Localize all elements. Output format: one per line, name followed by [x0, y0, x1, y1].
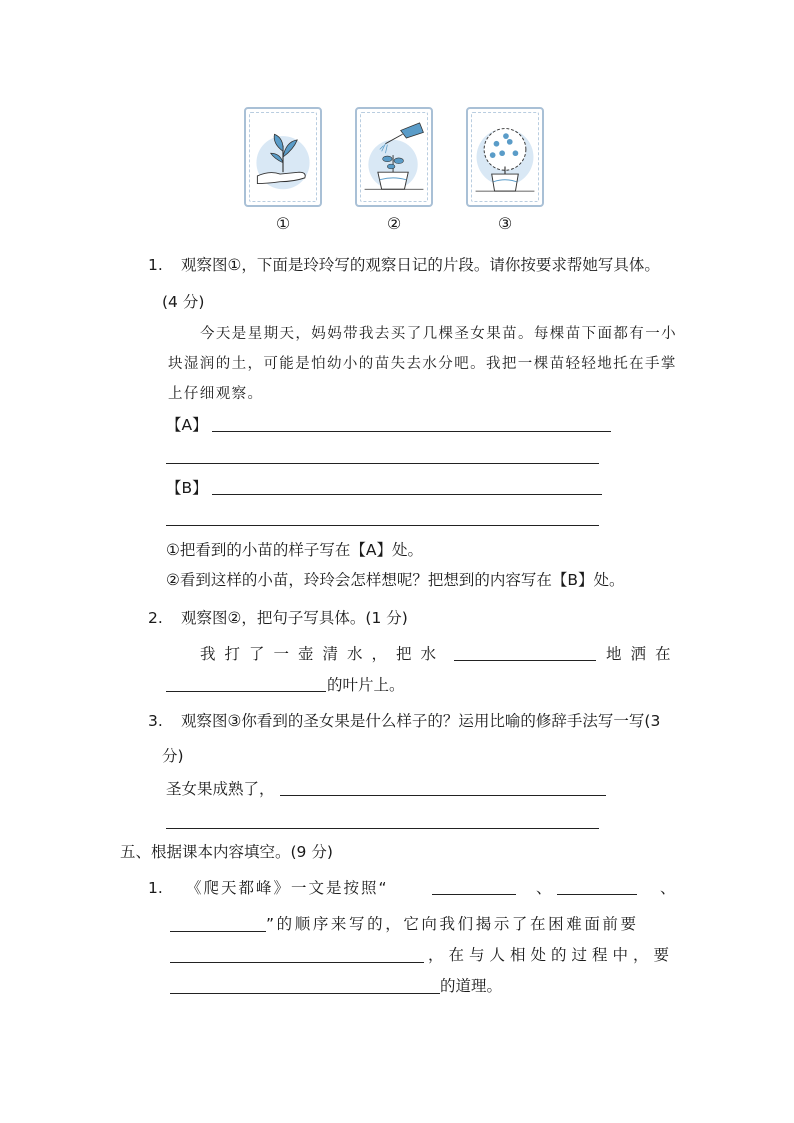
diary-line-1: 今天是星期天，妈妈带我去买了几棵圣女果苗。每棵苗下面都有一小: [200, 326, 677, 342]
question-2-sentence-start: 我打了一壶清水，把水: [200, 645, 446, 663]
blank-a-line-1[interactable]: [212, 431, 611, 432]
blank-b-line-1[interactable]: [212, 494, 602, 495]
question-3-number: 3.: [148, 712, 163, 730]
question-3-blank-1[interactable]: [280, 795, 606, 796]
fruit-tree-pot-icon: [468, 109, 542, 205]
section-5-line-2: ”的顺序来写的，它向我们揭示了在困难面前要: [266, 915, 639, 933]
question-3-answer-start: 圣女果成熟了，: [166, 780, 275, 798]
question-1-prompt: 观察图①，下面是玲玲写的观察日记的片段。请你按要求帮她写具体。: [181, 256, 660, 274]
section-5-line-3: ，在与人相处的过程中，要: [428, 946, 675, 964]
question-1-score: (4 分): [162, 293, 205, 311]
section-5-q1-number: 1.: [148, 879, 163, 897]
question-3-prompt: 观察图③你看到的圣女果是什么样子的？运用比喻的修辞手法写一写(3: [181, 712, 661, 730]
picture-card-1: [244, 107, 322, 207]
picture-card-3: [466, 107, 544, 207]
blank-a-line-2[interactable]: [166, 463, 599, 464]
section-5-blank-2[interactable]: [557, 894, 637, 895]
question-2-blank-1[interactable]: [454, 660, 596, 661]
section-5-blank-4[interactable]: [170, 962, 424, 963]
seedling-in-hand-icon: [246, 109, 320, 205]
picture-number-2: ②: [386, 214, 402, 233]
watering-can-pot-icon: [357, 109, 431, 205]
section-5-line-4: 的道理。: [440, 977, 503, 995]
blank-a-label: 【A】: [166, 416, 208, 434]
diary-line-2: 块湿润的土，可能是怕幼小的苗失去水分吧。我把一棵苗轻轻地托在手掌: [168, 356, 677, 372]
section-5-blank-1[interactable]: [432, 894, 516, 895]
question-2-number: 2.: [148, 609, 163, 627]
section-5-title: 五、根据课本内容填空。(9 分): [120, 843, 333, 861]
picture-card-2: [355, 107, 433, 207]
diary-line-3: 上仔细观察。: [168, 386, 264, 402]
question-2-blank-2[interactable]: [166, 691, 326, 692]
section-5-blank-5[interactable]: [170, 993, 440, 994]
instruction-1: ①把看到的小苗的样子写在【A】处。: [166, 541, 423, 559]
section-5-separator-2: 、: [660, 879, 676, 897]
blank-b-label: 【B】: [166, 479, 208, 497]
section-5-line-1-start: 《爬天都峰》一文是按照“: [186, 879, 389, 897]
question-2-prompt: 观察图②，把句子写具体。(1 分): [181, 609, 408, 627]
question-2-sentence-end: 的叶片上。: [327, 676, 405, 694]
question-1-number: 1.: [148, 256, 163, 274]
question-3-prompt-cont: 分): [162, 747, 184, 765]
instruction-2: ②看到这样的小苗，玲玲会怎样想呢？把想到的内容写在【B】处。: [166, 571, 625, 589]
section-5-blank-3[interactable]: [170, 931, 266, 932]
section-5-separator-1: 、: [536, 879, 552, 897]
question-2-sentence-mid: 地洒在: [606, 645, 680, 663]
question-3-blank-2[interactable]: [166, 828, 599, 829]
picture-number-3: ③: [497, 214, 513, 233]
blank-b-line-2[interactable]: [166, 525, 599, 526]
picture-number-1: ①: [275, 214, 291, 233]
